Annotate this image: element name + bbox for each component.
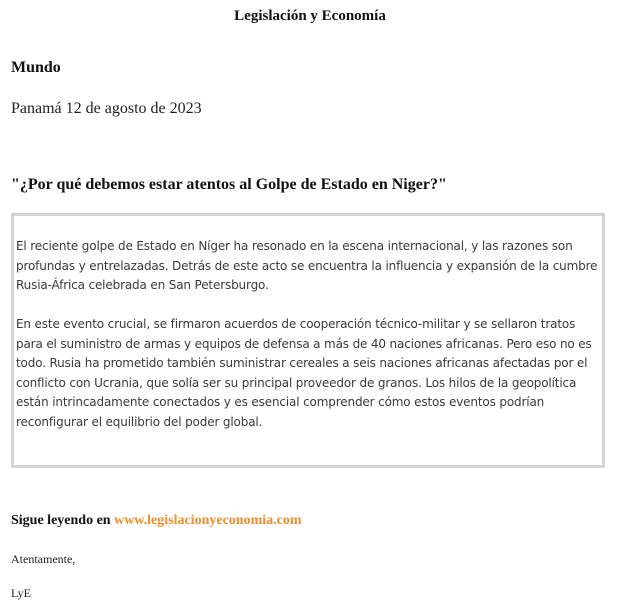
section-label: Mundo (11, 59, 61, 76)
closing-text: Atentamente, (11, 552, 76, 566)
continue-reading (11, 513, 302, 529)
website-link[interactable]: www.legislacionyeconomia.com (114, 513, 302, 528)
article-paragraph: El reciente golpe de Estado en Níger ha resonado en la escena internacional, y las razones son profundas y entrelazadas. Detrás de este acto se encuentra la influencia y expansión de la cumbre Rusia-África celebrada en San Petersburgo. (16, 239, 598, 292)
dateline: Panamá 12 de agosto de 2023 (11, 100, 202, 117)
article-paragraph: En este evento crucial, se firmaron acuerdos de cooperación técnico-militar y se sellaron tratos para el suministro de armas y equipos de defensa a más de 40 naciones africanas. Pero eso no es todo. Rusia ha prometido también suministrar cereales a seis naciones africanas afectadas por el conflicto con Ucrania, que solía ser su principal proveedor de granos. Los hilos de la geopolítica están intrincadamente conectados y es esencial comprender cómo estos eventos podrían reconfigurar el equilibrio del poder global. (16, 317, 592, 429)
article-headline: "¿Por qué debemos estar atentos al Golpe de Estado en Niger?" (11, 176, 447, 193)
continue-reading-prefix: Sigue leyendo en (11, 513, 111, 528)
masthead-title: Legislación y Economía (234, 8, 386, 24)
signature: LyE (11, 586, 31, 600)
article-body-box (11, 213, 605, 468)
